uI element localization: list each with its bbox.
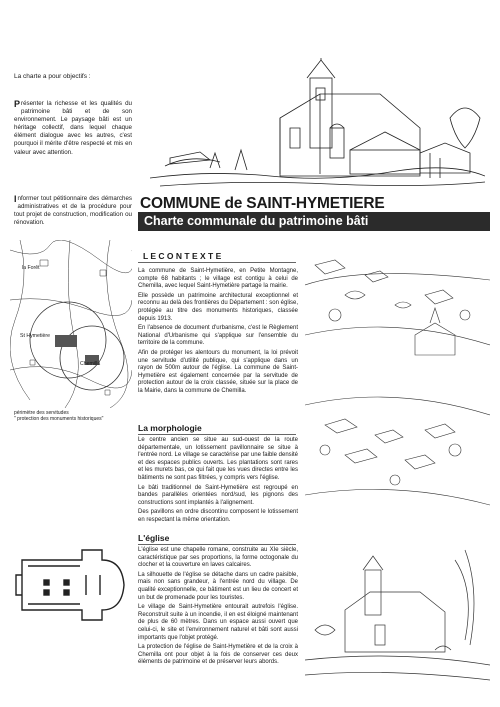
contexte-text (138, 268, 298, 398)
contexte-p1: La commune de Saint-Hymetière, en Petite Montagne, compte 68 habitants ; le village est contigu à celui de Chemilla, avec lequel Saint-Hymetière partage la mairie. (138, 268, 298, 290)
church-floor-plan (14, 535, 132, 635)
map-caption (14, 410, 103, 422)
church-sketch-illustration (150, 58, 485, 193)
morphologie-text (138, 437, 298, 527)
section-divider (138, 544, 296, 545)
morphologie-p3: Des pavillons en ordre discontinu composent le lotissement en respectant la même orientation. (138, 509, 298, 523)
eglise-p1: L'église est une chapelle romane, construite au XIe siècle, caractéristique par ses proportions, la forme octogonale du clocher et la couverture en laves calcaires. (138, 547, 298, 569)
map-label-chemilla: Chemilla (80, 361, 101, 367)
drop-cap: I (14, 194, 17, 204)
eglise-p4: La protection de l'église de Saint-Hymetière et de la croix à Chemilla ont pour objet à la fois de conserver ces deux éléments de patrimoine et de préserver leurs abords. (138, 644, 298, 666)
section-divider (138, 262, 296, 263)
eglise-p3: Le village de Saint-Hymetière entourait autrefois l'église. Reconstruit suite à un incendie, il en est éloigné maintenant de plus de 60 mètres. Dans un espace aussi ouvert que celui-ci, le site et l'environnement naturel et bâti sont aussi importants que l'objet protégé. (138, 604, 298, 641)
map-caption-line2: " protection des monuments historiques" (14, 416, 104, 422)
objective-present-text: résenter la richesse et les qualités du patrimoine bâti et de son environnement. Le paysage bâti est un héritage collectif, dans lequel chaque élément dialogue avec les autres, c'est pourquoi il mérite d'être respecté et mis en valeur avec attention. (14, 100, 132, 156)
section-heading-contexte: L E C O N T E X T E (143, 251, 222, 261)
map-label-st-hymetiere: St Hymetière (20, 333, 50, 339)
eglise-text (138, 547, 298, 669)
charter-banner: Charte communale du patrimoine bâti (138, 212, 490, 231)
drop-cap: P (14, 99, 21, 109)
contexte-p2: Elle possède un patrimoine architectural exceptionnel et reconnu au delà des frontières du Département : son église, protégée au titre des monuments historiques, classée depuis 1913. (138, 292, 298, 322)
map-label-foret: la Forêt (22, 265, 40, 271)
section-heading-eglise: L'église (138, 533, 170, 543)
morphologie-p2: Le bâti traditionnel de Saint-Hymetière est regroupé en bandes parallèles orientées nord/sud, les pignons des constructions sont implantés à l'alignement. (138, 484, 298, 506)
map-caption-line1: périmètre des servitudes (14, 410, 69, 416)
objective-present (14, 100, 132, 157)
objective-inform-text: nformer tout pétitionnaire des démarches administratives et de la procédure pour tout projet de construction, modification ou rénovation. (14, 195, 132, 227)
contexte-p4: Afin de protéger les alentours du monument, la loi prévoit une servitude d'utilité publique, qui s'applique dans un rayon de 500m autour de l'église. La commune de Saint-Hymetière est également concernée par la servitude de protection autour de la croix classée, située sur la place de la Mairie, dans la commune de Chemilla. (138, 349, 298, 394)
morphologie-p1: Le centre ancien se situe au sud-ouest de la route départementale, un lotissement pavillonnaire se situe à l'entrée nord. Le village se caractérise par une faible densité et des espaces publics ouverts. Les plantations sont rares et les murets bas, ce qui fait que les vues directes entre les bâtiments ne sont pas filtrées, y compris vers l'église. (138, 437, 298, 481)
objective-inform (14, 195, 132, 227)
aerial-village-sketch (305, 255, 490, 517)
eglise-p2: La silhouette de l'église se détache dans un cadre paisible, mais non sans grandeur, à l'entrée nord du village. De qualité exceptionnelle, ce bâtiment est un lieu de concert et un but de promenade pour les touristes. (138, 571, 298, 601)
contexte-p3: En l'absence de document d'urbanisme, c'est le Règlement National d'Urbanisme qui s'applique sur l'ensemble du territoire de la commune. (138, 325, 298, 347)
section-divider (138, 434, 296, 435)
commune-title: COMMUNE de SAINT-HYMETIERE (140, 195, 385, 212)
church-view-sketch (305, 540, 490, 690)
intro-title: La charte a pour objectifs : (14, 73, 91, 80)
section-heading-morphologie: La morphologie (138, 423, 202, 433)
